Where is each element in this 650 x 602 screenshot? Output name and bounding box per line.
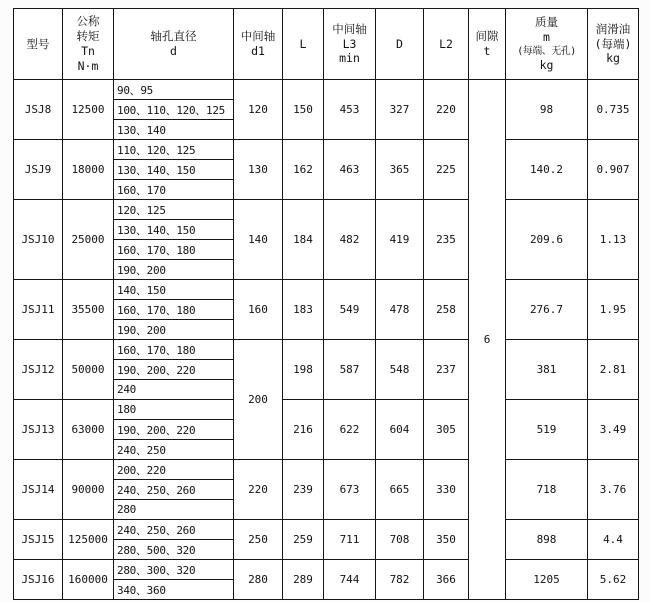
table-row [14, 200, 639, 220]
cell-torque: 12500 [63, 80, 114, 140]
cell-L3-min: 463 [324, 140, 376, 200]
table-row [14, 340, 639, 360]
cell-bore-diameters: 240、250、260 [114, 480, 234, 500]
header-label: 中间轴 [332, 21, 367, 36]
table-row [14, 280, 639, 300]
cell-lubricant: 4.4 [588, 520, 639, 560]
cell-L3-min: 673 [324, 460, 376, 520]
cell-mid-shaft-d1: 200 [234, 340, 283, 460]
cell-mass: 98 [506, 80, 588, 140]
cell-L: 183 [283, 280, 324, 340]
cell-L3-min: 453 [324, 80, 376, 140]
cell-L2: 235 [424, 200, 469, 280]
cell-bore-diameters: 280、300、320 [114, 560, 234, 580]
cell-bore-diameters: 200、220 [114, 460, 234, 480]
header-label: (每端) [594, 36, 632, 51]
header-row [14, 9, 639, 80]
cell-mid-shaft-d1: 140 [234, 200, 283, 280]
table-row [14, 460, 639, 480]
cell-torque: 50000 [63, 340, 114, 400]
cell-L2: 330 [424, 460, 469, 520]
header-label: 中间轴 [240, 29, 276, 44]
cell-bore-diameters: 160、170、180 [114, 340, 234, 360]
header-label: 间隙 [475, 29, 499, 44]
header-label: 转矩 [76, 29, 100, 44]
cell-mass: 718 [506, 460, 588, 520]
cell-bore-diameters: 240、250 [114, 440, 234, 460]
header-col-gap-t [469, 9, 506, 80]
cell-model: JSJ9 [14, 140, 63, 200]
cell-model: JSJ13 [14, 400, 63, 460]
cell-L: 289 [283, 560, 324, 600]
cell-L3-min: 744 [324, 560, 376, 600]
header-label: d [170, 44, 177, 58]
cell-mass: 898 [506, 520, 588, 560]
cell-bore-diameters: 190、200、220 [114, 360, 234, 380]
cell-torque: 25000 [63, 200, 114, 280]
cell-L3-min: 549 [324, 280, 376, 340]
cell-mid-shaft-d1: 160 [234, 280, 283, 340]
cell-D: 419 [376, 200, 424, 280]
cell-model: JSJ8 [14, 80, 63, 140]
cell-model: JSJ15 [14, 520, 63, 560]
cell-L3-min: 622 [324, 400, 376, 460]
header-label: Tn [81, 44, 95, 58]
cell-lubricant: 1.13 [588, 200, 639, 280]
header-col-L2 [424, 9, 469, 80]
coupling-spec-table [13, 8, 639, 600]
cell-L3-min: 482 [324, 200, 376, 280]
header-label: (每端、无孔) [517, 45, 576, 57]
cell-mass: 381 [506, 340, 588, 400]
header-label: kg [539, 57, 554, 72]
cell-lubricant: 0.907 [588, 140, 639, 200]
cell-L: 184 [283, 200, 324, 280]
cell-torque: 18000 [63, 140, 114, 200]
cell-L: 239 [283, 460, 324, 520]
cell-model: JSJ11 [14, 280, 63, 340]
header-label: L3 [342, 36, 357, 51]
header-label: 质量 [535, 15, 558, 30]
cell-model: JSJ14 [14, 460, 63, 520]
cell-L2: 220 [424, 80, 469, 140]
cell-lubricant: 1.95 [588, 280, 639, 340]
header-col-L [283, 9, 324, 80]
cell-model: JSJ12 [14, 340, 63, 400]
cell-L2: 225 [424, 140, 469, 200]
header-label: 型号 [26, 36, 50, 51]
header-col-D [376, 9, 424, 80]
header-label: D [396, 36, 403, 51]
header-label: 公称 [76, 14, 100, 29]
header-col-mass [506, 9, 588, 80]
cell-lubricant: 3.76 [588, 460, 639, 520]
header-label: L2 [439, 36, 453, 51]
header-label: d1 [251, 44, 265, 58]
cell-lubricant: 3.49 [588, 400, 639, 460]
cell-bore-diameters: 130、140、150 [114, 220, 234, 240]
cell-bore-diameters: 240、250、260 [114, 520, 234, 540]
cell-L3-min: 711 [324, 520, 376, 560]
header-label: m [543, 30, 550, 45]
cell-D: 604 [376, 400, 424, 460]
cell-bore-diameters: 190、200、220 [114, 420, 234, 440]
cell-torque: 160000 [63, 560, 114, 600]
cell-mass: 276.7 [506, 280, 588, 340]
table-row [14, 520, 639, 540]
header-col-bore-diameter [114, 9, 234, 80]
cell-model: JSJ10 [14, 200, 63, 280]
cell-mid-shaft-d1: 220 [234, 460, 283, 520]
cell-bore-diameters: 340、360 [114, 580, 234, 600]
cell-D: 782 [376, 560, 424, 600]
cell-lubricant: 2.81 [588, 340, 639, 400]
cell-lubricant: 5.62 [588, 560, 639, 600]
cell-bore-diameters: 280、500、320 [114, 540, 234, 560]
cell-L: 162 [283, 140, 324, 200]
cell-lubricant: 0.735 [588, 80, 639, 140]
cell-bore-diameters: 160、170、180 [114, 240, 234, 260]
header-col-lubricant [588, 9, 639, 80]
header-col-model [14, 9, 63, 80]
cell-bore-diameters: 130、140 [114, 120, 234, 140]
table-row [14, 80, 639, 100]
cell-mid-shaft-d1: 120 [234, 80, 283, 140]
cell-bore-diameters: 120、125 [114, 200, 234, 220]
cell-D: 708 [376, 520, 424, 560]
cell-gap-t: 6 [469, 80, 506, 600]
table-row [14, 400, 639, 420]
cell-torque: 35500 [63, 280, 114, 340]
cell-bore-diameters: 100、110、120、125 [114, 100, 234, 120]
cell-L2: 350 [424, 520, 469, 560]
cell-mass: 140.2 [506, 140, 588, 200]
cell-bore-diameters: 90、95 [114, 80, 234, 100]
cell-L: 198 [283, 340, 324, 400]
cell-L: 150 [283, 80, 324, 140]
cell-torque: 125000 [63, 520, 114, 560]
cell-bore-diameters: 140、150 [114, 280, 234, 300]
header-label: min [339, 51, 360, 66]
cell-L2: 305 [424, 400, 469, 460]
cell-L: 216 [283, 400, 324, 460]
cell-D: 478 [376, 280, 424, 340]
cell-L2: 366 [424, 560, 469, 600]
cell-mass: 519 [506, 400, 588, 460]
cell-model: JSJ16 [14, 560, 63, 600]
cell-mass: 1205 [506, 560, 588, 600]
cell-L2: 237 [424, 340, 469, 400]
cell-mid-shaft-d1: 130 [234, 140, 283, 200]
cell-torque: 90000 [63, 460, 114, 520]
header-col-mid-shaft-d1 [234, 9, 283, 80]
cell-D: 365 [376, 140, 424, 200]
header-col-L3-min [324, 9, 376, 80]
cell-bore-diameters: 190、200 [114, 320, 234, 340]
header-label: 润滑油 [595, 21, 631, 36]
header-col-torque [63, 9, 114, 80]
header-label: kg [606, 51, 620, 66]
cell-bore-diameters: 180 [114, 400, 234, 420]
cell-torque: 63000 [63, 400, 114, 460]
header-label: 轴孔直径 [150, 29, 197, 44]
cell-D: 665 [376, 460, 424, 520]
table-row [14, 560, 639, 580]
cell-bore-diameters: 190、200 [114, 260, 234, 280]
cell-mid-shaft-d1: 280 [234, 560, 283, 600]
header-label: N·m [77, 58, 99, 73]
cell-mid-shaft-d1: 250 [234, 520, 283, 560]
table-row [14, 140, 639, 160]
cell-L: 259 [283, 520, 324, 560]
cell-L2: 258 [424, 280, 469, 340]
cell-bore-diameters: 160、170 [114, 180, 234, 200]
header-label: t [483, 44, 491, 58]
cell-D: 327 [376, 80, 424, 140]
cell-L3-min: 587 [324, 340, 376, 400]
cell-bore-diameters: 160、170、180 [114, 300, 234, 320]
cell-bore-diameters: 240 [114, 380, 234, 400]
cell-bore-diameters: 280 [114, 500, 234, 520]
cell-mass: 209.6 [506, 200, 588, 280]
cell-bore-diameters: 110、120、125 [114, 140, 234, 160]
header-label: L [299, 36, 307, 51]
cell-bore-diameters: 130、140、150 [114, 160, 234, 180]
cell-D: 548 [376, 340, 424, 400]
